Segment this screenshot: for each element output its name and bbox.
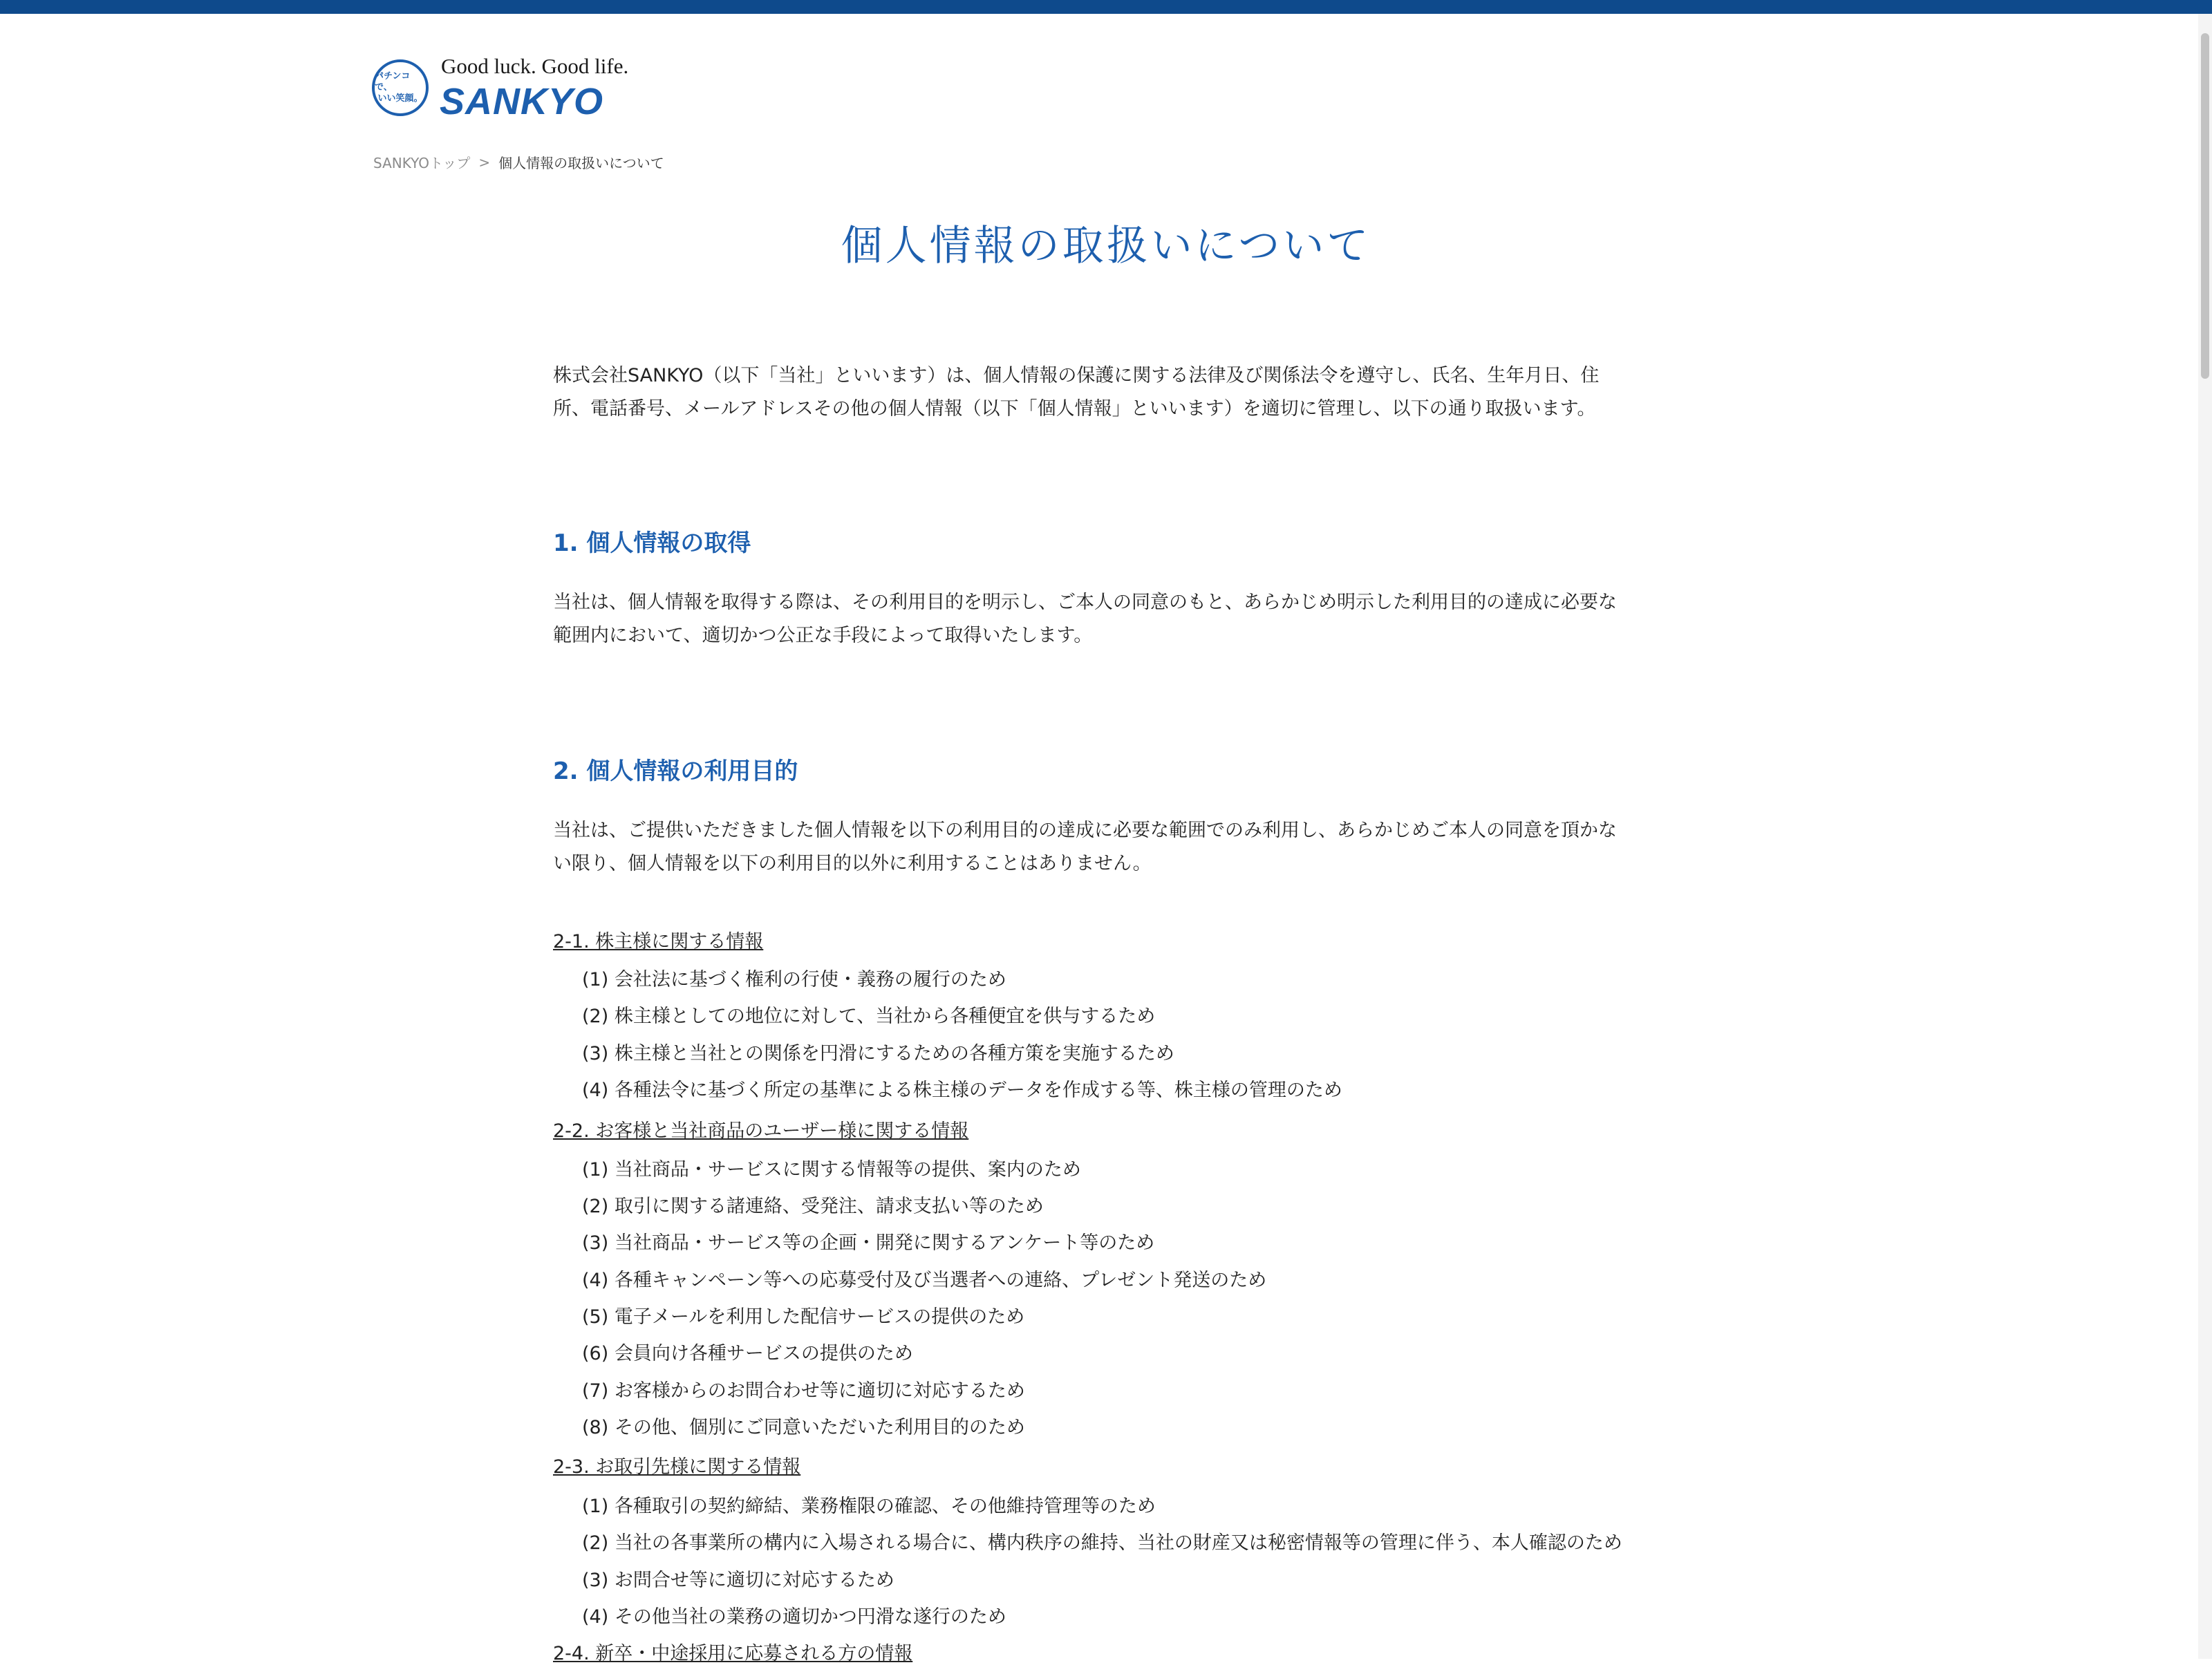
logo-wordmark: SANKYO	[440, 81, 604, 122]
list-item: (4) その他当社の業務の適切かつ円滑な遂行のため	[582, 1606, 1006, 1628]
list-item: (2) 当社の各事業所の構内に入場される場合に、構内秩序の維持、当社の財産又は秘密情報等の管理に伴う、本人確認のため	[582, 1532, 1622, 1554]
list-item: (3) お問合せ等に適切に対応するため	[582, 1570, 894, 1591]
list-item: (6) 会員向け各種サービスの提供のため	[582, 1343, 913, 1364]
breadcrumb	[373, 152, 664, 172]
subsection-2-3-title: 2-3. お取引先様に関する情報	[553, 1456, 801, 1478]
list-item: (4) 各種法令に基づく所定の基準による株主様のデータを作成する等、株主様の管理のため	[582, 1080, 1342, 1101]
intro-line-1: 株式会社SANKYO（以下「当社」といいます）は、個人情報の保護に関する法律及び関係法令を遵守し、氏名、生年月日、住	[553, 365, 1600, 386]
list-item: (4) 各種キャンペーン等への応募受付及び当選者への連絡、プレゼント発送のため	[582, 1270, 1267, 1291]
list-item: (1) 当社商品・サービスに関する情報等の提供、案内のため	[582, 1159, 1081, 1180]
logo-tagline: Good luck. Good life.	[441, 54, 629, 78]
list-item: (1) 会社法に基づく権利の行使・義務の履行のため	[582, 969, 1006, 990]
top-accent-bar	[0, 0, 2212, 14]
list-item: (1) 各種取引の契約締結、業務権限の確認、その他維持管理等のため	[582, 1496, 1156, 1517]
breadcrumb-current: 個人情報の取扱いについて	[498, 155, 664, 171]
badge-line-2: いい笑顔。	[377, 93, 423, 104]
section-1-heading: 1. 個人情報の取得	[553, 529, 751, 557]
breadcrumb-separator: >	[478, 153, 491, 171]
section-2-heading: 2. 個人情報の利用目的	[553, 758, 798, 785]
section-2-line-1: 当社は、ご提供いただきました個人情報を以下の利用目的の達成に必要な範囲でのみ利用し、あらかじめご本人の同意を頂かな	[553, 820, 1617, 841]
section-1-line-2: 範囲内において、適切かつ公正な手段によって取得いたします。	[553, 625, 1093, 646]
section-1-line-1: 当社は、個人情報を取得する際は、その利用目的を明示し、ご本人の同意のもと、あらかじめ明示した利用目的の達成に必要な	[553, 592, 1617, 613]
sankyo-logo-link[interactable]	[372, 54, 641, 123]
intro-line-2: 所、電話番号、メールアドレスその他の個人情報（以下「個人情報」といいます）を適切に管理し、以下の通り取扱います。	[553, 398, 1596, 420]
list-item: (5) 電子メールを利用した配信サービスの提供のため	[582, 1306, 1025, 1328]
list-item: (2) 取引に関する諸連絡、受発注、請求支払い等のため	[582, 1196, 1044, 1217]
section-2-line-2: い限り、個人情報を以下の利用目的以外に利用することはありません。	[553, 853, 1152, 874]
badge-line-1: パチンコで、	[375, 71, 411, 93]
list-item: (7) お客様からのお問合わせ等に適切に対応するため	[582, 1380, 1025, 1402]
list-item: (2) 株主様としての地位に対して、当社から各種便宜を供与するため	[582, 1006, 1156, 1027]
list-item: (8) その他、個別にご同意いただいた利用目的のため	[582, 1417, 1025, 1438]
subsection-2-2-title: 2-2. お客様と当社商品のユーザー様に関する情報	[553, 1120, 969, 1142]
subsection-2-1-title: 2-1. 株主様に関する情報	[553, 931, 764, 952]
breadcrumb-home-link[interactable]: SANKYOトップ	[373, 155, 471, 171]
page-title: 個人情報の取扱いについて	[841, 222, 1371, 270]
scrollbar-thumb[interactable]	[2201, 33, 2209, 379]
subsection-2-4-title: 2-4. 新卒・中途採用に応募される方の情報	[553, 1643, 913, 1664]
smile-badge-icon	[372, 59, 429, 116]
list-item: (3) 株主様と当社との関係を円滑にするための各種方策を実施するため	[582, 1043, 1174, 1064]
list-item: (3) 当社商品・サービス等の企画・開発に関するアンケート等のため	[582, 1232, 1155, 1254]
